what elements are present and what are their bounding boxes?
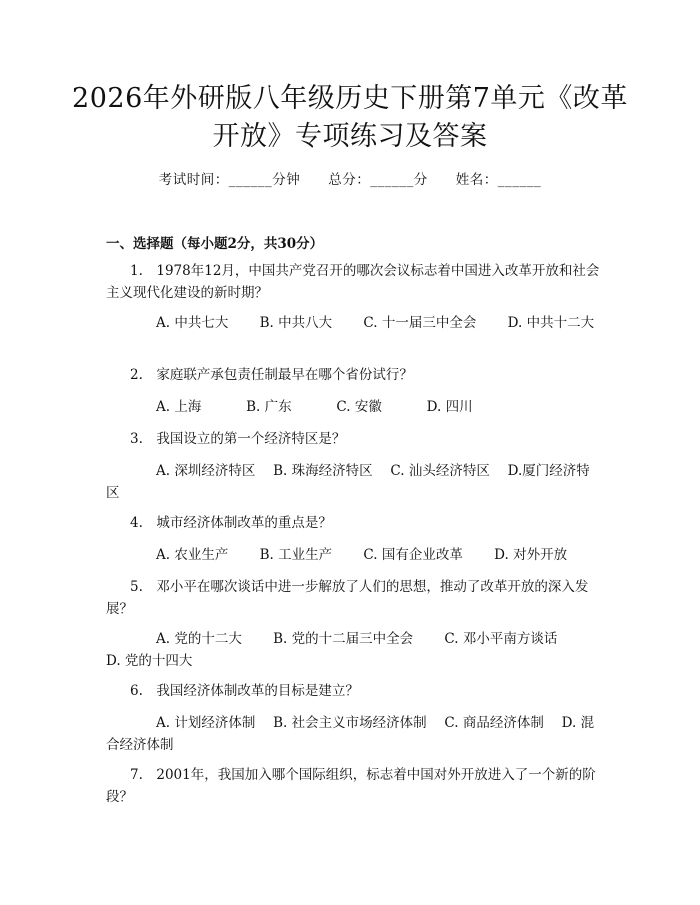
question-5: 5. 邓小平在哪次谈话中进一步解放了人们的思想，推动了改革开放的深入发展？ [106,579,589,617]
question-1: 1. 1978年12月，中国共产党召开的哪次会议标志着中国进入改革开放和社会主义现代化建设的新时期？ [106,263,600,301]
section-heading: 一、选择题（每小题2分，共30分） [106,236,324,252]
question-4: 4. 城市经济体制改革的重点是？ [130,515,332,531]
exam-info-line: 考试时间：______分钟 总分：______分 姓名：______ [158,172,542,188]
question-6: 6. 我国经济体制改革的目标是建立？ [130,683,359,699]
question-5-options: A. 党的十二大 B. 党的十二届三中全会 C. 邓小平南方谈话 D. 党的十四大 [106,631,589,669]
question-3: 3. 我国设立的第一个经济特区是？ [130,431,346,447]
document-title: 2026年外研版八年级历史下册第7单元《改革开放》专项练习及答案 [72,83,628,152]
question-7: 7. 2001年，我国加入哪个国际组织，标志着中国对外开放进入了一个新的阶段？ [106,767,596,805]
question-2: 2. 家庭联产承包责任制最早在哪个省份试行？ [130,367,413,383]
question-3-options: A. 深圳经济特区 B. 珠海经济特区 C. 汕头经济特区 D.厦门经济特区 [106,463,590,501]
question-2-options: A. 上海 B. 广东 C. 安徽 D. 四川 [156,399,473,415]
question-6-options: A. 计划经济体制 B. 社会主义市场经济体制 C. 商品经济体制 D. 混合经济体制 [106,715,595,753]
question-4-options: A. 农业生产 B. 工业生产 C. 国有企业改革 D. 对外开放 [156,547,568,563]
question-1-options: A. 中共七大 B. 中共八大 C. 十一届三中全会 D. 中共十二大 [156,315,595,331]
